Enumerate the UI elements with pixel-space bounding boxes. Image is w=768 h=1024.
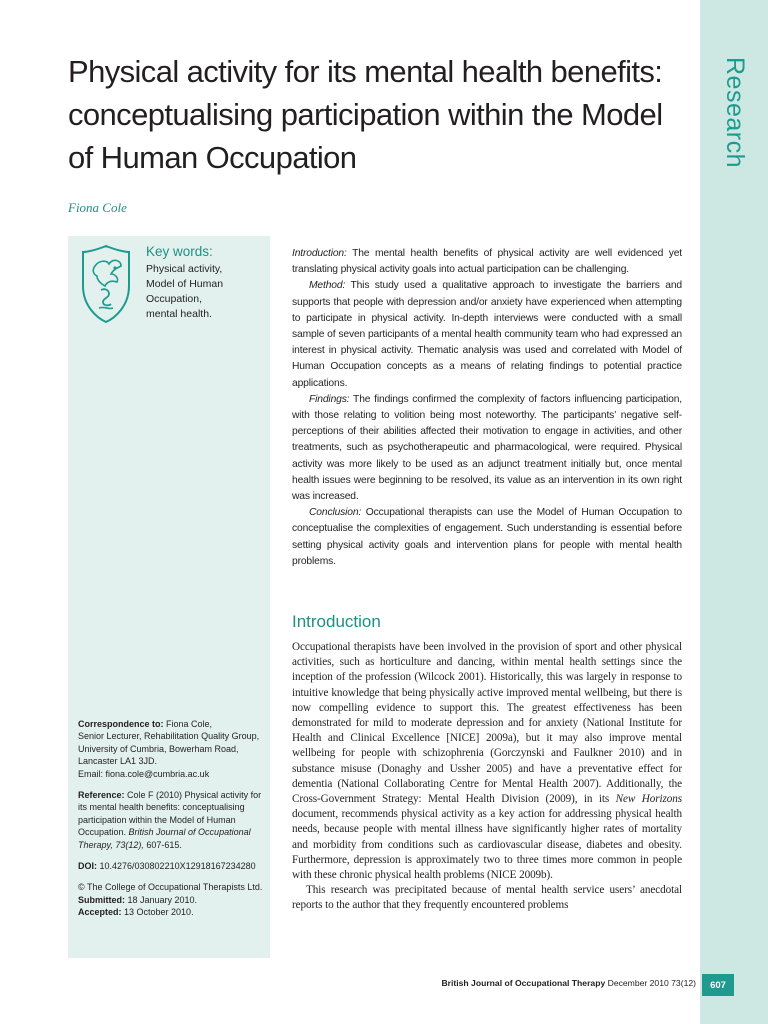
correspondence-line: Lancaster LA1 3JD. bbox=[78, 756, 158, 767]
abstract-introduction bbox=[292, 246, 682, 278]
keywords-list bbox=[146, 262, 266, 322]
introduction-body bbox=[292, 640, 682, 914]
article-info-sidebar bbox=[78, 718, 268, 919]
correspondence-email: Email: fiona.cole@cumbria.ac.uk bbox=[78, 768, 210, 779]
author-name: Fiona Cole bbox=[68, 200, 127, 215]
abstract-findings bbox=[292, 392, 682, 505]
body-text-segment: Occupational therapists have been involved in the provision of sport and other physical activities, such as horticulture and dancing, within mental health settings since the inception of the profession (Wilcock 2001). Historically, this was largely in response to intuitive knowledge that being physically active improved mental wellbeing, but there is now compelling evidence to support this. The greatest effectiveness has been demonstrated for mild to moderate depression and for anxiety (National Institute for Health and Clinical Excellence [NICE] 2009a), but it may also improve mental wellbeing for people with schizophrenia (Gorczynski and Faulkner 2010) and in substance misuse (Donaghy and Ussher 2005) and have a preventative effect for dementia (National Collaborating Centre for Mental Health 2007). Additionally, the Cross-Government Strategy: Mental Health Division (2009), in its bbox=[292, 641, 682, 806]
doi-label: DOI: bbox=[78, 861, 97, 872]
abstract-label: Conclusion: bbox=[309, 507, 362, 519]
keywords-heading: Key words: bbox=[146, 244, 213, 259]
submitted-label: Submitted: bbox=[78, 894, 125, 905]
college-of-occupational-therapists-logo-icon bbox=[79, 244, 133, 324]
page-number: 607 bbox=[702, 974, 734, 996]
article-title: Physical activity for its mental health benefits: conceptualising participation within the Model of Human Occupation bbox=[68, 54, 663, 175]
abstract-label: Introduction: bbox=[292, 248, 347, 259]
reference-text: Cole F (2010) Physical activity for its mental health benefits: conceptualising participation within the Model of Human Occupation. bbox=[78, 790, 262, 838]
abstract-text: Occupational therapists can use the Model of Human Occupation to conceptualise the complexities of engagement. Such understanding is essential before setting physical activity goals and intervention plans for people with mental health problems. bbox=[292, 507, 682, 567]
abstract-label: Findings: bbox=[309, 393, 350, 405]
correspondence-line: University of Cumbria, Bowerham Road, bbox=[78, 743, 239, 754]
correspondence-name: Fiona Cole, bbox=[163, 719, 213, 729]
abstract-text: The mental health benefits of physical activity are well evidenced yet translating physical activity goals into actual participation can be challenging. bbox=[292, 248, 682, 276]
correspondence-block bbox=[78, 718, 268, 780]
section-label-text: Research bbox=[720, 56, 749, 168]
doi-block bbox=[78, 860, 268, 872]
keyword-item: Model of Human Occupation, bbox=[146, 278, 224, 305]
introduction-heading: Introduction bbox=[292, 612, 381, 631]
abstract-text: The findings confirmed the complexity of factors influencing participation, with those relating to volition being most noteworthy. The participants’ negative self-perceptions of their abilities affected their motivation to engage in activities, and other treatments, such as psychotherapeutic and pharmacological, were required. Physical activity was more likely to be used as an adjunct treatment initially but, once mental health issues were beginning to be resolved, its value as an intervention in its own right was increased. bbox=[292, 393, 682, 503]
doi-value: 10.4276/030802210X12918167234280 bbox=[97, 861, 256, 872]
footer-journal-info bbox=[420, 978, 696, 988]
reference-block bbox=[78, 789, 268, 851]
section-label bbox=[702, 52, 766, 172]
reference-pages: 607-615. bbox=[143, 839, 182, 850]
footer-issue: December 2010 73(12) bbox=[605, 978, 696, 988]
dates-block bbox=[78, 881, 268, 918]
body-italic-title: New Horizons bbox=[615, 793, 682, 806]
keyword-item: Physical activity, bbox=[146, 263, 223, 275]
footer-journal-name: British Journal of Occupational Therapy bbox=[441, 978, 606, 988]
correspondence-line: Senior Lecturer, Rehabilitation Quality Group, bbox=[78, 731, 260, 742]
abstract-text: This study used a qualitative approach to investigate the barriers and supports that people with depression and/or anxiety have experienced when attempting to participate in physical activity. In-depth interviews were conducted with a small sample of seven participants of a mental health community team who had expressed an interest in physical activity. Thematic analysis was used and correlated with Model of Human Occupation concepts as a means of relating findings to potential practice applications. bbox=[292, 280, 682, 389]
accepted-label: Accepted: bbox=[78, 907, 122, 918]
accepted-date: 13 October 2010. bbox=[121, 907, 194, 918]
reference-journal: British Journal of Occupational Therapy, 73(12), bbox=[78, 827, 251, 850]
submitted-date: 18 January 2010. bbox=[125, 894, 198, 905]
abstract-method bbox=[292, 278, 682, 391]
body-text-segment: document, recommends physical activity as a key action for addressing physical health needs, because people with mental illness have significantly higher rates of mortality and morbidity from conditions such as cardiovascular disease, diabetes and obesity. Furthermore, depression is approximately two to three times more common in people with these chronic physical health problems (NICE 2009b). bbox=[292, 808, 682, 882]
body-paragraph: This research was precipitated because of mental health service users’ anecdotal reports to the author that they frequently encountered problems bbox=[292, 884, 682, 912]
abstract-conclusion bbox=[292, 505, 682, 570]
copyright-line: © The College of Occupational Therapists Ltd. bbox=[78, 882, 263, 893]
abstract-label: Method: bbox=[309, 280, 346, 292]
reference-label: Reference: bbox=[78, 790, 125, 801]
correspondence-label: Correspondence to: bbox=[78, 719, 164, 729]
keyword-item: mental health. bbox=[146, 308, 212, 320]
abstract bbox=[292, 246, 682, 570]
body-paragraph bbox=[292, 640, 682, 883]
